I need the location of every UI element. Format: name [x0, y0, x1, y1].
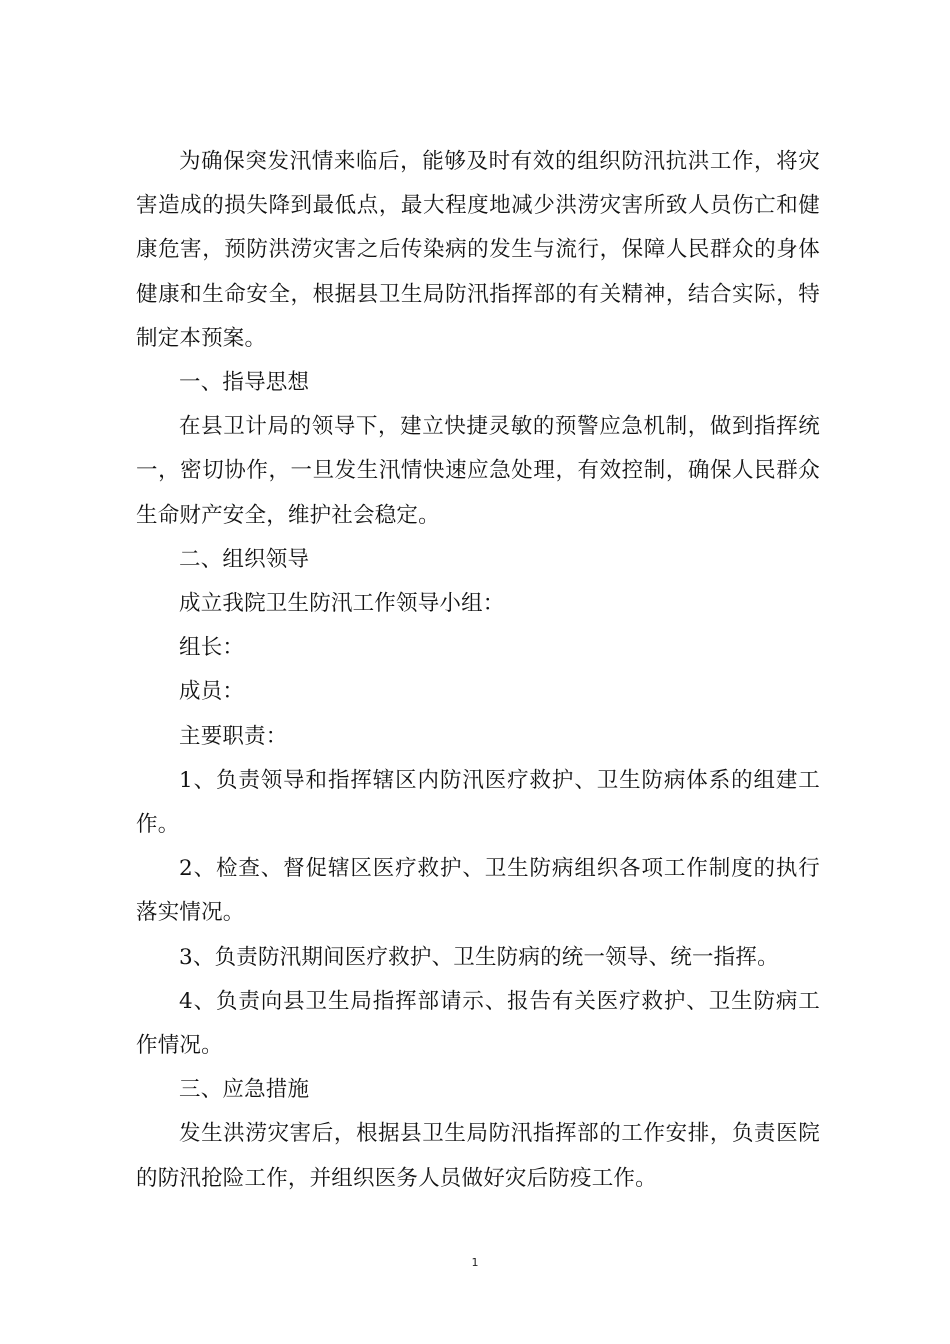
- intro-paragraph: 为确保突发汛情来临后，能够及时有效的组织防汛抗洪工作，将灾害造成的损失降到最低点，最大程度地减少洪涝灾害所致人员伤亡和健康危害，预防洪涝灾害之后传染病的发生与流行，保障人民群众的身体健康和生命安全，根据县卫生局防汛指挥部的有关精神，结合实际，特制定本预案。: [136, 149, 820, 351]
- duty-item-1: 1、负责领导和指挥辖区内防汛医疗救护、卫生防病体系的组建工作。: [136, 767, 820, 838]
- leadership-group-line: 成立我院卫生防汛工作领导小组：: [179, 591, 505, 617]
- duty-item-3: 3、负责防汛期间医疗救护、卫生防病的统一领导、统一指挥。: [179, 944, 779, 970]
- main-duties-heading: 主要职责：: [179, 723, 288, 749]
- guiding-ideology-paragraph: 在县卫计局的领导下，建立快捷灵敏的预警应急机制，做到指挥统一，密切协作，一旦发生汛情快速应急处理，有效控制，确保人民群众生命财产安全，维护社会稳定。: [136, 414, 820, 528]
- emergency-measures-paragraph: 发生洪涝灾害后，根据县卫生局防汛指挥部的工作安排，负责医院的防汛抢险工作，并组织医务人员做好灾后防疫工作。: [136, 1121, 820, 1191]
- document-body: [136, 140, 820, 1201]
- group-members-line: 成员：: [179, 679, 245, 705]
- duty-item-2: 2、检查、督促辖区医疗救护、卫生防病组织各项工作制度的执行落实情况。: [136, 856, 820, 926]
- section-heading-emergency-measures: 三、应急措施: [179, 1077, 310, 1103]
- group-leader-line: 组长：: [179, 635, 245, 661]
- section-heading-guiding-ideology: 一、指导思想: [179, 370, 310, 396]
- section-heading-organization: 二、组织领导: [179, 546, 310, 572]
- page-number: 1: [471, 1256, 479, 1269]
- duty-item-4: 4、负责向县卫生局指挥部请示、报告有关医疗救护、卫生防病工作情况。: [136, 988, 820, 1059]
